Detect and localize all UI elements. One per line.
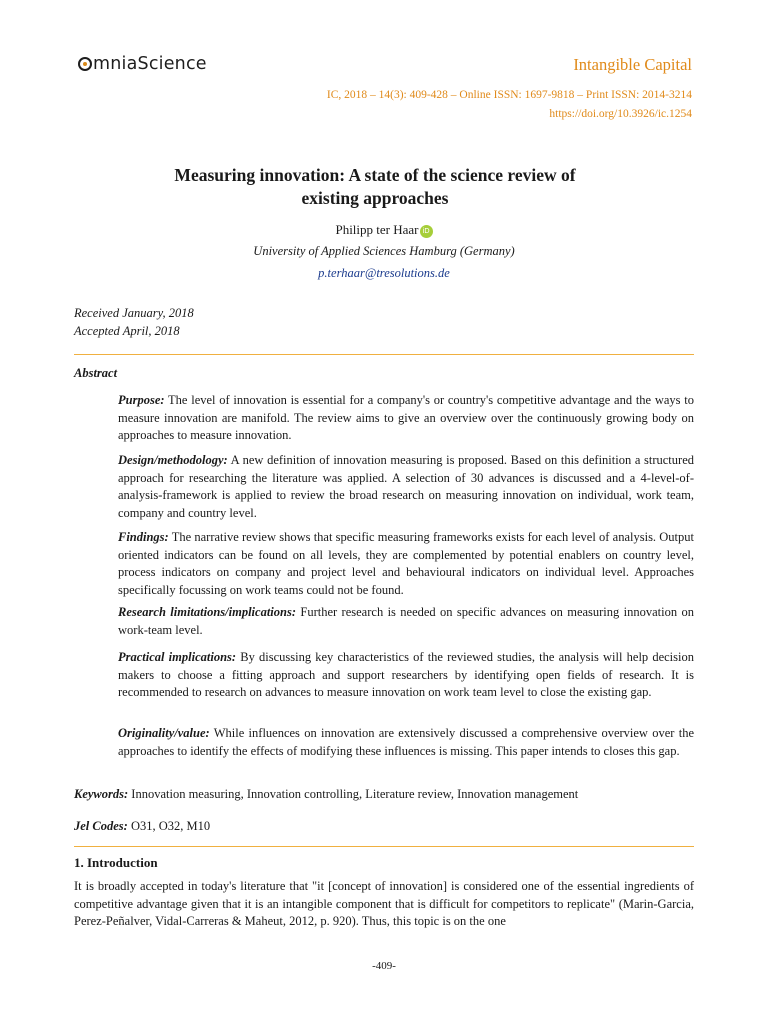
accepted-date: Accepted April, 2018 <box>74 324 180 338</box>
design-label: Design/methodology: <box>118 453 228 467</box>
publisher-logo <box>78 54 207 74</box>
abstract-practical <box>118 649 694 702</box>
abstract-findings <box>118 529 694 599</box>
citation-line: IC, 2018 – 14(3): 409-428 – Online ISSN: 1697-9818 – Print ISSN: 2014-3214 <box>326 89 692 101</box>
abstract-purpose <box>118 392 694 445</box>
keywords-label: Keywords: <box>74 787 129 801</box>
logo-text: mniaScience <box>93 54 207 74</box>
intro-paragraph: It is broadly accepted in today's literature that "it [concept of innovation] is considered one of the essential ingredients of competitive advantage given that it is an intangible component that is difficult for competitors to replicate" (Marin-Garcia, Perez-Peñalver, Vidal-Carreras & Maheut, 2012, p. 920). Thus, this topic is on the one <box>74 879 694 928</box>
divider-bottom <box>74 846 694 847</box>
title-line-1: Measuring innovation: A state of the science review of <box>174 165 576 185</box>
purpose-text: The level of innovation is essential for a company's or country's competitive advantage and the ways to measure innovation are manifold. The review aims to give an overview over the continuously growing body on approaches to measure innovation. <box>118 393 694 442</box>
affiliation: University of Applied Sciences Hamburg (Germany) <box>253 244 515 258</box>
logo-o-icon <box>78 57 92 71</box>
abstract-heading: Abstract <box>74 366 118 380</box>
findings-label: Findings: <box>118 530 169 544</box>
limitations-label: Research limitations/implications: <box>118 605 297 619</box>
article-title <box>100 164 650 210</box>
abstract-originality <box>118 725 694 760</box>
divider-top <box>74 354 694 355</box>
originality-label: Originality/value: <box>118 726 210 740</box>
keywords <box>74 786 694 804</box>
practical-label: Practical implications: <box>118 650 237 664</box>
jel-label: Jel Codes: <box>74 819 128 833</box>
author-name: Philipp ter Haar <box>335 222 419 237</box>
design-text: A new definition of innovation measuring is proposed. Based on this definition a structured approach for researching the literature was applied. A selection of 30 advances is discussed and a 4-level-of-analysis-framework is applied to review the broad research on measuring innovation on individual, work team, company and country level. <box>118 453 694 520</box>
title-line-2: existing approaches <box>301 188 449 208</box>
jel-text: O31, O32, M10 <box>130 819 211 833</box>
jel-codes <box>74 818 694 836</box>
abstract-design <box>118 452 694 522</box>
practical-text: By discussing key characteristics of the reviewed studies, the analysis will help decision makers to choose a fitting approach and support researchers by identifying open fields of research. It is recommended to research on advances to measure innovation on work team level to close the existing gap. <box>118 650 694 699</box>
keywords-text: Innovation measuring, Innovation controlling, Literature review, Innovation management <box>131 787 579 801</box>
author-email[interactable]: p.terhaar@tresolutions.de <box>318 266 450 280</box>
purpose-label: Purpose: <box>118 393 165 407</box>
page-number: -409- <box>372 960 396 972</box>
received-date: Received January, 2018 <box>74 306 194 320</box>
abstract-limitations <box>118 604 694 639</box>
author-line <box>0 222 768 238</box>
orcid-icon[interactable]: iD <box>420 225 433 238</box>
doi-link[interactable]: https://doi.org/10.3926/ic.1254 <box>549 108 692 120</box>
journal-name: Intangible Capital <box>573 55 692 74</box>
originality-text: While influences on innovation are extensively discussed a comprehensive overview over the approaches to identify the effects of modifying these influences is missing. This paper intends to closes this gap. <box>118 726 694 758</box>
findings-text: The narrative review shows that specific measuring frameworks exists for each level of analysis. Output oriented indicators can be found on all levels, they are complemented by potential enablers on country level, process indicators on company and project level and behavioural indicators on individual level. Approaches specifically focussing on work teams could not be found. <box>118 530 694 597</box>
article-dates <box>74 304 194 340</box>
section-heading: 1. Introduction <box>74 855 158 870</box>
limitations-text: Further research is needed on specific advances on measuring innovation on work-team level. <box>118 605 694 637</box>
